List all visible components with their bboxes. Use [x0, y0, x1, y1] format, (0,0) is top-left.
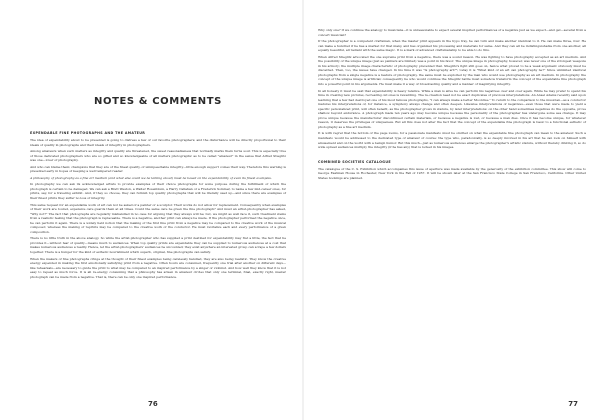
paragraph-emphasis: A philosophy of photography as a fine art medium (and what else could we be talking about) must be based on the expendability of even its finest examples. [30, 175, 272, 180]
page-number: 76 [148, 400, 158, 408]
paragraph: There is no little truth in the above analogy. So while the artist-photographer who has supplied a print destined for expendability may fret a little, the fact that he provides it—without fear of quality—means much to audiences. When top quality prints are expendable they can be supplied to numerous audiences at a cost that makes numerous audiences a reality. Hence, let the artist-photographers' audiences be uncounted; they exist anywhere an interested group can scrape a few dollars together. There is a hunger for the kind of esthetic nourishment which superb, original, fine photographs can satisfy. [30, 236, 286, 255]
left-page [0, 0, 302, 420]
section-heading-expendable: EXPENDABLE FINE PHOTOGRAPHS AND THE AMATEUR [30, 131, 146, 135]
paragraph: It is with regret that the bottom of the page looms, for a passionate manifesto must be omitted on what the expendable fine photograph can mean to the amateur. Such a manifesto would be addressed to the dedicated type of amateur of course: the type who, paradoxically, is so deeply involved in his art that he can look on himself with amusement and on the world with a benign humor. But this much—just as numerous audiences enlarge the photographer's artistic stature, without thereby diluting it, so do wide spread audiences multiply the integrity (if he has any) that is locked in his images. [318, 131, 586, 150]
catalogue-paragraph: The catalogue of the C. S. Exhibition which accompanies this issue of aperture was made available by the generosity of the exhibition committee. This show will come to George Eastman House in Rochester, New York in the Fall of 1957. It will be shown later at the San Francisco State College in San Francisco, California. Other United States bookings are planned. [318, 166, 586, 180]
paragraph: If the photographer is a competent craftsman, when the master print appears in the hypo tray, he can turn and make another identical to it. He can make three, four. He can make a hundred if he has a market for that many, and has organized his processing and materials for same. And they can all be indistinguishable from one another, all equally beautiful, all radiant with the same magic. It is a mark of advanced craftsmanship to be able to do this. [318, 39, 586, 53]
paragraph: Among amateurs when such matters as integrity and quality are threatened, the sweet reasonableness that normally marks them turns sour. This is especially true of those dedicated photographers who are so gifted and so knowledgeable of all matters photographic as to be called "amateur" in the sense that Alfred Stieglitz was one—lover of photography. [30, 149, 286, 163]
paragraph: The idea of expendability about to be presented is going to distress a few of our favorite photographers; and the disturbance will be directly proportional to their ideals of quality in photographs and their ideals of integrity in photographers. [30, 138, 286, 147]
paragraph: This same request for an expendable work of art can not be asked of a painter or a sculptor. Their works do not allow for replacement. Consequently when examples of their work are toured, expensive care guards them at all times. Could the same care be given the fine photograph? And must an artist-photographer has asked, "Why not?" The fact that photographs are regularly mishandled in no case for arguing that they always will be; but, we might as well face it, such treatment stems from a realistic feeling that the photograph is replaceable. There is a negative, another print can always be made. If the photographer performed the negative once, he can perform it again. There is a widely held notion that the making of the first fine print from a negative may be compared to the creative work of the musical composer; whereas the making of reprints may be compared to the creative work of the conductor. He must revitalize each and every performance of a given composition. [30, 202, 286, 234]
paragraph: Why only one? If we continue the analogy to musicians—it is unreasonable to expect several inspired performances of a negative just as we expect—and get—several from a concert musician? [318, 28, 586, 37]
section-heading-catalogue: COMBINED SOCIETIES CATALOGUE [318, 159, 391, 164]
paragraph: When the makers of fine photographs cringe at the thought of their finest examples being carelessly handled, they are also being realistic. They know the creative energy expended in making the first emotionally satisfying print from a negative. Often hours are consumed, frequently one trial after another on different days—like rehearsals—are necessary to guide the print to what may be compared to an inspired performance by a singer or violinist. And how well they know that it is not easy to repeat as much force. It is all re-energy consuming that a philosophy has arisen in amateur circles that only one terminal, final, exactly right, master photograph can be made from a negative. That is, there can be only one inspired performance. [30, 256, 286, 279]
paragraph: In all honesty it must be said that expendability is heavy relative. While a man is alive he can perform his negatives over and over again. While he may prefer to spend his time in creating new pictures, recreating old ones is rewarding. The re-creation need not be exact duplicates of previous interpretations. An Ansel Adams recently said upon learning that a few had destroyed one of his most famous photographs, "I can always make a better Moonrise." To return to the comparison to the musician—as a conductor matures his interpretations of, for instance, a symphony always change and often deepen. Likewise interpretations of negatives—even those that were made to yield a specific personalized print, will often benefit, as the photographer grows in stature, by later interpretations: on the other hand sometimes negatives do the opposite, prove shallow beyond endurance. A photograph made ten years ago may become unique because the personality of the photographer has undergone some sea change. It may prove unique because the manufacturer discontinued certain materials, or because a negative is lost, or because a man dies. Once it has become unique, for whatever reason, it deserves the privileges of uniqueness. But all this does not alter the fact that the concept of the expendable fine photograph is basic to a functional esthetic of photography as a fine art medium. [318, 88, 587, 129]
paragraph: When Alfred Stieglitz advocated the one supreme print from a negative, there was a sound reason. He was fighting to have photography accepted as an art medium. And the possibility of the unique image (just as painters are limited) was a point in his favor. The unique image in photography, however, was never one of the strongest weapons in his armory; the multiple image characteristic of photography prevented that. Stieglitz's fight still goes on, hence what proved to be a weak argument obviously must be discarded. Then, too, the issues have changed. In his time it was "Is photography art?"; today it is "What kind of an art can photography be?" Since unlimited identical photographs from a single negative is a feature of photography, the same must be exploited by the man who would use photography as an art medium. In photography the concept of the unique image is artificial; consequently he who would continue the Stieglitz battle must somehow transform the concept of the expendable fine photograph into a powerful point in his arguments. He must make it a way of broadcasting quality and a manner of magnifying integrity. [318, 54, 586, 87]
paragraph: In photography we can ask its acknowledged artists to provide examples of their choice photographs for some purpose during the fulfillment of which the photograph is certain to be damaged. We can ask a Brett Weston, a Walter Rosenblum, a Harry Callahan or a Frederick Sommer, to name a few mid-career ones, for prints, say, for a traveling exhibit. And, if they so choose, they can furnish top quality photographs that will be literally used up—and since there are examples of their finest prints they suffer no loss of integrity. [30, 182, 286, 201]
paragraph: And who can blame them; champions that they are of the finest quality, of unimpeachable integrity—little enough support comes their way. Therefore this warning is presented early in hopes of keeping a well tempered reader. [30, 164, 286, 174]
page-number: 77 [568, 400, 578, 408]
page-title: NOTES & COMMENTS [94, 96, 222, 107]
right-page [304, 0, 606, 420]
